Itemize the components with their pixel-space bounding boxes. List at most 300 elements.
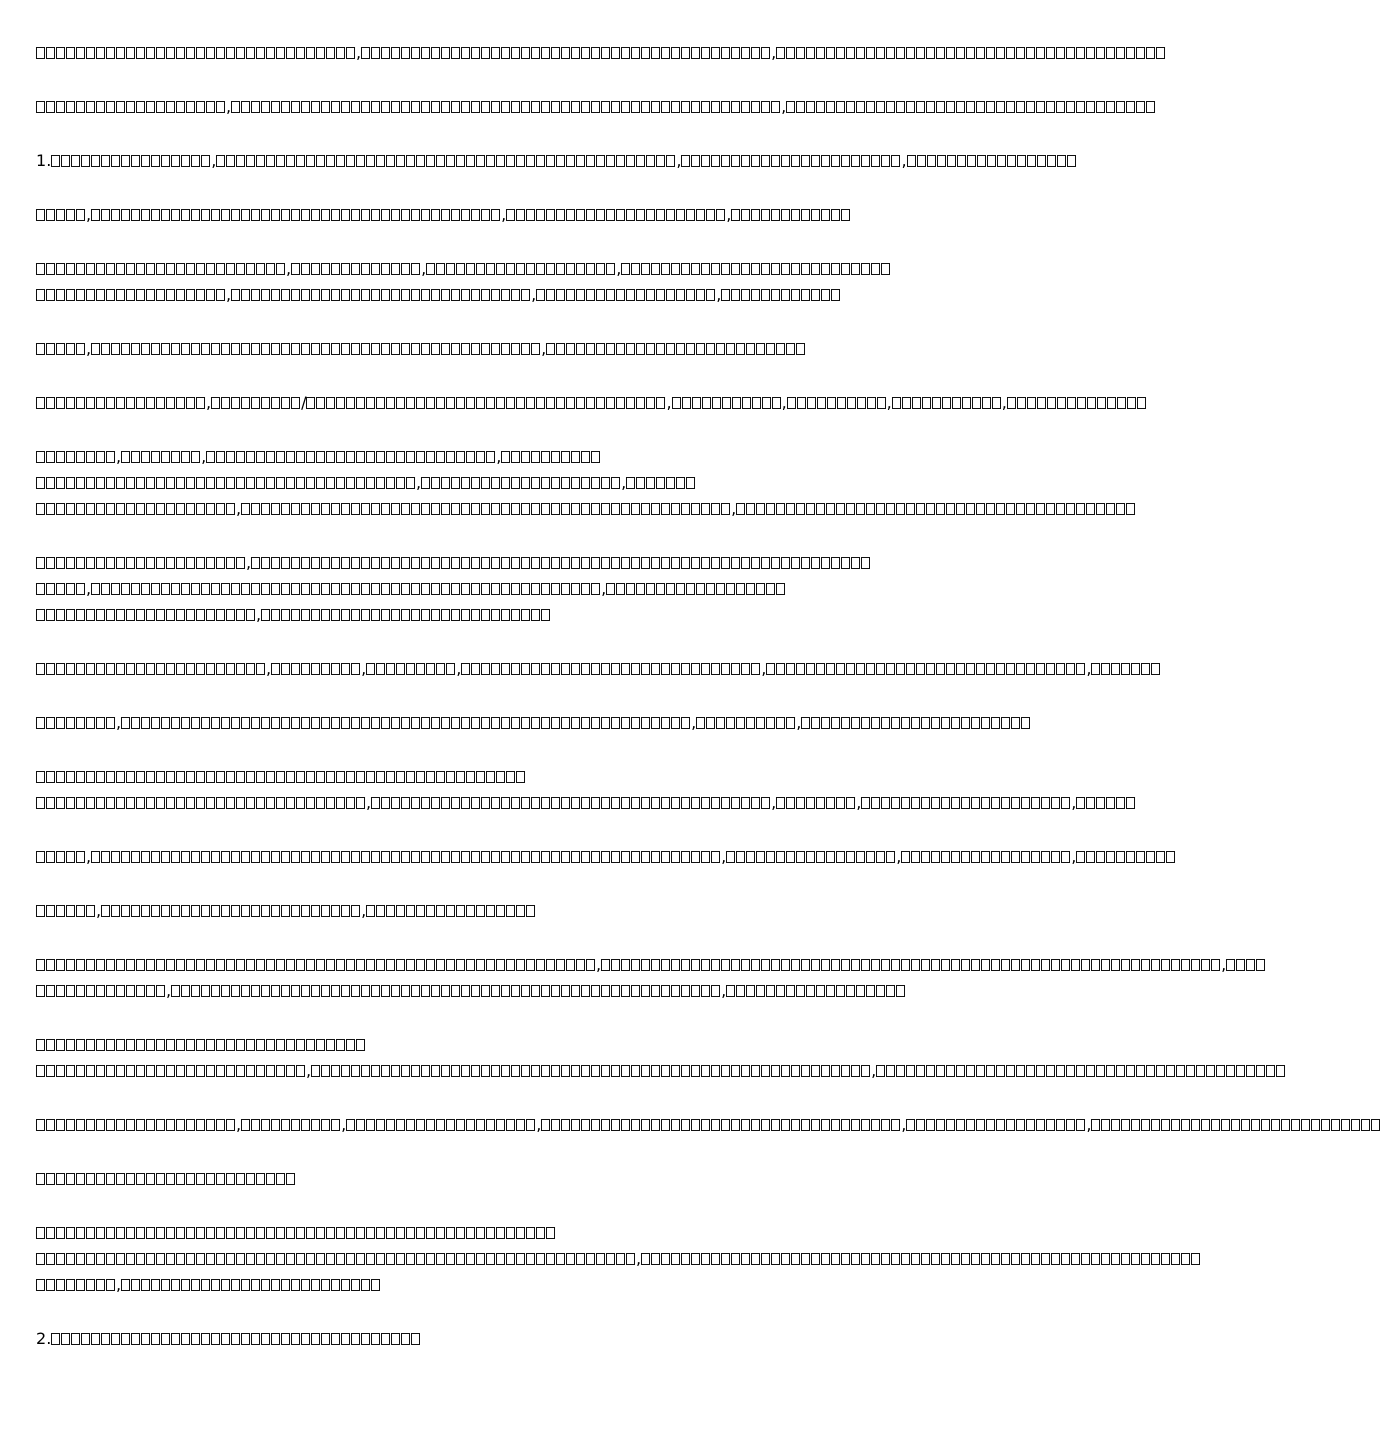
- missing-glyph: [401, 985, 410, 997]
- missing-glyph: [691, 101, 700, 113]
- missing-glyph: [256, 1065, 265, 1077]
- missing-glyph: [837, 397, 846, 409]
- missing-glyph: [136, 1119, 145, 1131]
- missing-glyph: [566, 959, 575, 971]
- missing-glyph: [631, 663, 640, 675]
- missing-glyph: [236, 1227, 245, 1239]
- missing-glyph: [351, 1333, 360, 1345]
- missing-glyph: [296, 477, 305, 489]
- missing-glyph: [1181, 1119, 1190, 1131]
- missing-glyph: [421, 851, 430, 863]
- missing-glyph: [661, 503, 670, 515]
- missing-glyph: [1251, 1119, 1260, 1131]
- missing-glyph: [116, 503, 125, 515]
- missing-glyph: [256, 451, 265, 463]
- missing-glyph: [511, 343, 520, 355]
- missing-glyph: [351, 263, 360, 275]
- missing-glyph: [406, 905, 415, 917]
- missing-glyph: [86, 397, 95, 409]
- missing-glyph: [226, 1227, 235, 1239]
- missing-glyph: [346, 959, 355, 971]
- missing-glyph: [686, 343, 695, 355]
- missing-glyph: [831, 557, 840, 569]
- missing-glyph: [366, 663, 375, 675]
- missing-glyph: [526, 905, 535, 917]
- missing-glyph: [406, 1227, 415, 1239]
- missing-glyph: [311, 717, 320, 729]
- missing-glyph: [301, 263, 310, 275]
- missing-glyph: [621, 1119, 630, 1131]
- missing-glyph: [1156, 851, 1165, 863]
- missing-glyph: [746, 717, 755, 729]
- missing-glyph: [856, 47, 865, 59]
- missing-glyph: [956, 1119, 965, 1131]
- missing-glyph: [937, 155, 946, 167]
- missing-glyph: [501, 609, 510, 621]
- missing-glyph: [141, 717, 150, 729]
- missing-glyph: [321, 663, 330, 675]
- missing-glyph: [96, 1065, 105, 1077]
- missing-glyph: [626, 209, 635, 221]
- missing-glyph: [541, 717, 550, 729]
- missing-glyph: [601, 717, 610, 729]
- missing-glyph: [551, 503, 560, 515]
- missing-glyph: [721, 663, 730, 675]
- missing-glyph: [76, 209, 85, 221]
- missing-glyph: [636, 209, 645, 221]
- missing-glyph: [731, 1119, 740, 1131]
- missing-glyph: [76, 477, 85, 489]
- missing-glyph: [36, 717, 45, 729]
- missing-glyph: [136, 101, 145, 113]
- missing-glyph: [196, 609, 205, 621]
- missing-glyph: [266, 1227, 275, 1239]
- missing-glyph: [76, 583, 85, 595]
- missing-glyph: [1191, 1253, 1200, 1265]
- missing-glyph: [606, 155, 615, 167]
- missing-glyph: [601, 1065, 610, 1077]
- missing-glyph: [311, 557, 320, 569]
- missing-glyph: [601, 503, 610, 515]
- missing-glyph: [146, 985, 155, 997]
- missing-glyph: [291, 397, 300, 409]
- missing-glyph: [341, 343, 350, 355]
- missing-glyph: [541, 1119, 550, 1131]
- missing-glyph: [1067, 397, 1076, 409]
- missing-glyph: [331, 851, 340, 863]
- missing-glyph: [901, 959, 910, 971]
- missing-glyph: [421, 557, 430, 569]
- missing-glyph: [501, 47, 510, 59]
- missing-glyph: [1041, 959, 1050, 971]
- missing-glyph: [421, 209, 430, 221]
- missing-glyph: [231, 397, 240, 409]
- missing-glyph: [266, 451, 275, 463]
- missing-glyph: [326, 47, 335, 59]
- missing-glyph: [736, 583, 745, 595]
- missing-glyph: [321, 905, 330, 917]
- missing-glyph: [286, 1253, 295, 1265]
- missing-glyph: [156, 101, 165, 113]
- missing-glyph: [816, 101, 825, 113]
- missing-glyph: [96, 717, 105, 729]
- missing-glyph: [191, 155, 200, 167]
- missing-glyph: [246, 477, 255, 489]
- missing-glyph: [1206, 1065, 1215, 1077]
- missing-glyph: [66, 1279, 75, 1291]
- missing-glyph: [431, 503, 440, 515]
- missing-glyph: [126, 985, 135, 997]
- missing-glyph: [551, 557, 560, 569]
- missing-glyph: [66, 717, 75, 729]
- missing-glyph: [561, 851, 570, 863]
- missing-glyph: [391, 851, 400, 863]
- missing-glyph: [96, 609, 105, 621]
- missing-glyph: [236, 1173, 245, 1185]
- missing-glyph: [531, 47, 540, 59]
- missing-glyph: [56, 209, 65, 221]
- missing-glyph: [66, 1039, 75, 1051]
- missing-glyph: [166, 557, 175, 569]
- missing-glyph: [1126, 47, 1135, 59]
- missing-glyph: [976, 1065, 985, 1077]
- missing-glyph: [206, 1227, 215, 1239]
- missing-glyph: [611, 959, 620, 971]
- missing-glyph: [411, 583, 420, 595]
- missing-glyph: [886, 663, 895, 675]
- missing-glyph: [1007, 397, 1016, 409]
- missing-glyph: [46, 1173, 55, 1185]
- missing-glyph: [611, 503, 620, 515]
- missing-glyph: [736, 717, 745, 729]
- missing-glyph: [641, 663, 650, 675]
- missing-glyph: [631, 851, 640, 863]
- missing-glyph: [316, 797, 325, 809]
- missing-glyph: [1236, 959, 1245, 971]
- missing-glyph: [971, 797, 980, 809]
- missing-glyph: [231, 851, 240, 863]
- missing-glyph: [896, 663, 905, 675]
- missing-glyph: [46, 1065, 55, 1077]
- missing-glyph: [496, 397, 505, 409]
- missing-glyph: [716, 209, 725, 221]
- missing-glyph: [201, 985, 210, 997]
- missing-glyph: [511, 557, 520, 569]
- missing-glyph: [811, 557, 820, 569]
- missing-glyph: [121, 1333, 130, 1345]
- missing-glyph: [441, 557, 450, 569]
- missing-glyph: [751, 263, 760, 275]
- missing-glyph: [126, 1065, 135, 1077]
- missing-glyph: [496, 771, 505, 783]
- missing-glyph: [186, 1253, 195, 1265]
- missing-glyph: [106, 1039, 115, 1051]
- missing-glyph: [566, 397, 575, 409]
- missing-glyph: [771, 959, 780, 971]
- missing-glyph: [506, 263, 515, 275]
- missing-glyph: [336, 397, 345, 409]
- missing-glyph: [1246, 959, 1255, 971]
- missing-glyph: [581, 583, 590, 595]
- missing-glyph: [206, 1253, 215, 1265]
- missing-glyph: [321, 1119, 330, 1131]
- missing-glyph: [106, 717, 115, 729]
- missing-glyph: [326, 155, 335, 167]
- missing-glyph: [291, 663, 300, 675]
- missing-glyph: [56, 717, 65, 729]
- missing-glyph: [976, 503, 985, 515]
- missing-glyph: [686, 583, 695, 595]
- missing-glyph: [846, 985, 855, 997]
- missing-glyph: [256, 771, 265, 783]
- missing-glyph: [541, 663, 550, 675]
- missing-glyph: [366, 905, 375, 917]
- missing-glyph: [296, 959, 305, 971]
- missing-glyph: [291, 1279, 300, 1291]
- missing-glyph: [1097, 397, 1106, 409]
- missing-glyph: [806, 797, 815, 809]
- missing-glyph: [641, 263, 650, 275]
- missing-glyph: [551, 797, 560, 809]
- missing-glyph: [1266, 1065, 1275, 1077]
- missing-glyph: [721, 557, 730, 569]
- missing-glyph: [156, 609, 165, 621]
- missing-glyph: [276, 1039, 285, 1051]
- missing-glyph: [451, 289, 460, 301]
- missing-glyph: [241, 1279, 250, 1291]
- missing-glyph: [111, 583, 120, 595]
- missing-glyph: [156, 1065, 165, 1077]
- missing-glyph: [641, 985, 650, 997]
- missing-glyph: [356, 797, 365, 809]
- missing-glyph: [146, 1119, 155, 1131]
- missing-glyph: [106, 47, 115, 59]
- missing-glyph: [346, 797, 355, 809]
- missing-glyph: [281, 663, 290, 675]
- missing-glyph: [481, 985, 490, 997]
- missing-glyph: [536, 263, 545, 275]
- missing-glyph: [771, 1119, 780, 1131]
- missing-glyph: [1006, 1065, 1015, 1077]
- missing-glyph: [531, 609, 540, 621]
- missing-glyph: [321, 289, 330, 301]
- missing-glyph: [221, 717, 230, 729]
- missing-glyph: [176, 477, 185, 489]
- missing-glyph: [76, 47, 85, 59]
- missing-glyph: [96, 503, 105, 515]
- missing-glyph: [126, 47, 135, 59]
- missing-glyph: [116, 1065, 125, 1077]
- missing-glyph: [396, 771, 405, 783]
- missing-glyph: [216, 959, 225, 971]
- missing-glyph: [256, 1039, 265, 1051]
- missing-glyph: [281, 343, 290, 355]
- missing-glyph: [511, 47, 520, 59]
- missing-glyph: [176, 1227, 185, 1239]
- missing-glyph: [741, 155, 750, 167]
- missing-glyph: [401, 609, 410, 621]
- missing-glyph: [451, 101, 460, 113]
- missing-glyph: [731, 557, 740, 569]
- missing-glyph: [926, 47, 935, 59]
- missing-glyph: [826, 503, 835, 515]
- missing-glyph: [116, 263, 125, 275]
- missing-glyph: [756, 503, 765, 515]
- missing-glyph: [831, 1253, 840, 1265]
- missing-glyph: [506, 209, 515, 221]
- missing-glyph: [1036, 663, 1045, 675]
- missing-glyph: [416, 771, 425, 783]
- missing-glyph: [291, 209, 300, 221]
- missing-glyph: [231, 905, 240, 917]
- missing-glyph: [521, 503, 530, 515]
- missing-glyph: [411, 797, 420, 809]
- missing-glyph: [571, 663, 580, 675]
- missing-glyph: [816, 663, 825, 675]
- missing-glyph: [446, 1227, 455, 1239]
- missing-glyph: [491, 717, 500, 729]
- missing-glyph: [676, 477, 685, 489]
- missing-glyph: [66, 209, 75, 221]
- paragraph: [36, 550, 990, 628]
- missing-glyph: [246, 1173, 255, 1185]
- missing-glyph: [661, 101, 670, 113]
- missing-glyph: [616, 397, 625, 409]
- missing-glyph: [1016, 1065, 1025, 1077]
- missing-glyph: [176, 47, 185, 59]
- missing-glyph: [166, 47, 175, 59]
- missing-glyph: [306, 397, 315, 409]
- missing-glyph: [481, 209, 490, 221]
- missing-glyph: [876, 663, 885, 675]
- missing-glyph: [261, 101, 270, 113]
- missing-glyph: [301, 101, 310, 113]
- missing-glyph: [401, 557, 410, 569]
- missing-glyph: [171, 1333, 180, 1345]
- missing-glyph: [801, 1065, 810, 1077]
- missing-glyph: [1136, 101, 1145, 113]
- missing-glyph: [46, 451, 55, 463]
- missing-glyph: [741, 289, 750, 301]
- missing-glyph: [141, 1333, 150, 1345]
- missing-glyph: [1091, 1119, 1100, 1131]
- missing-glyph: [36, 851, 45, 863]
- missing-glyph: [191, 451, 200, 463]
- missing-glyph: [231, 289, 240, 301]
- missing-glyph: [1126, 1065, 1135, 1077]
- text-line: ,: [36, 602, 990, 628]
- missing-glyph: [281, 209, 290, 221]
- missing-glyph: [511, 289, 520, 301]
- missing-glyph: [271, 1279, 280, 1291]
- missing-glyph: [426, 1227, 435, 1239]
- missing-glyph: [701, 797, 710, 809]
- missing-glyph: [421, 343, 430, 355]
- missing-glyph: [76, 851, 85, 863]
- missing-glyph: [691, 959, 700, 971]
- missing-glyph: [441, 797, 450, 809]
- missing-glyph: [431, 289, 440, 301]
- missing-glyph: [361, 289, 370, 301]
- missing-glyph: [96, 1253, 105, 1265]
- missing-glyph: [491, 503, 500, 515]
- missing-glyph: [711, 797, 720, 809]
- missing-glyph: [36, 797, 45, 809]
- missing-glyph: [621, 959, 630, 971]
- missing-glyph: [671, 557, 680, 569]
- missing-glyph: [451, 343, 460, 355]
- missing-glyph: [1106, 797, 1115, 809]
- missing-glyph: [461, 47, 470, 59]
- missing-glyph: [371, 717, 380, 729]
- missing-glyph: [861, 155, 870, 167]
- missing-glyph: [176, 557, 185, 569]
- missing-glyph: [241, 503, 250, 515]
- missing-glyph: [621, 503, 630, 515]
- missing-glyph: [371, 851, 380, 863]
- missing-glyph: [726, 583, 735, 595]
- missing-glyph: [791, 1065, 800, 1077]
- missing-glyph: [601, 101, 610, 113]
- missing-glyph: [326, 959, 335, 971]
- missing-glyph: [406, 397, 415, 409]
- missing-glyph: [146, 503, 155, 515]
- missing-glyph: [821, 209, 830, 221]
- missing-glyph: [396, 905, 405, 917]
- missing-glyph: [66, 477, 75, 489]
- missing-glyph: [1256, 1065, 1265, 1077]
- missing-glyph: [146, 477, 155, 489]
- missing-glyph: [296, 1253, 305, 1265]
- missing-glyph: [446, 663, 455, 675]
- missing-glyph: [311, 209, 320, 221]
- missing-glyph: [131, 343, 140, 355]
- missing-glyph: [821, 263, 830, 275]
- missing-glyph: [86, 609, 95, 621]
- missing-glyph: [906, 101, 915, 113]
- missing-glyph: [471, 343, 480, 355]
- missing-glyph: [1191, 959, 1200, 971]
- missing-glyph: [156, 263, 165, 275]
- missing-glyph: [196, 1039, 205, 1051]
- missing-glyph: [791, 289, 800, 301]
- missing-glyph: [281, 397, 290, 409]
- missing-glyph: [251, 1119, 260, 1131]
- missing-glyph: [481, 289, 490, 301]
- missing-glyph: [831, 1119, 840, 1131]
- missing-glyph: [871, 1253, 880, 1265]
- missing-glyph: [36, 101, 45, 113]
- missing-glyph: [36, 905, 45, 917]
- missing-glyph: [181, 343, 190, 355]
- missing-glyph: [56, 905, 65, 917]
- missing-glyph: [641, 797, 650, 809]
- missing-glyph: [76, 985, 85, 997]
- missing-glyph: [196, 503, 205, 515]
- missing-glyph: [56, 1173, 65, 1185]
- missing-glyph: [656, 477, 665, 489]
- missing-glyph: [791, 209, 800, 221]
- missing-glyph: [291, 905, 300, 917]
- missing-glyph: [66, 663, 75, 675]
- missing-glyph: [806, 503, 815, 515]
- missing-glyph: [196, 1119, 205, 1131]
- missing-glyph: [541, 503, 550, 515]
- missing-glyph: [46, 797, 55, 809]
- missing-glyph: [36, 609, 45, 621]
- missing-glyph: [186, 101, 195, 113]
- missing-glyph: [1141, 959, 1150, 971]
